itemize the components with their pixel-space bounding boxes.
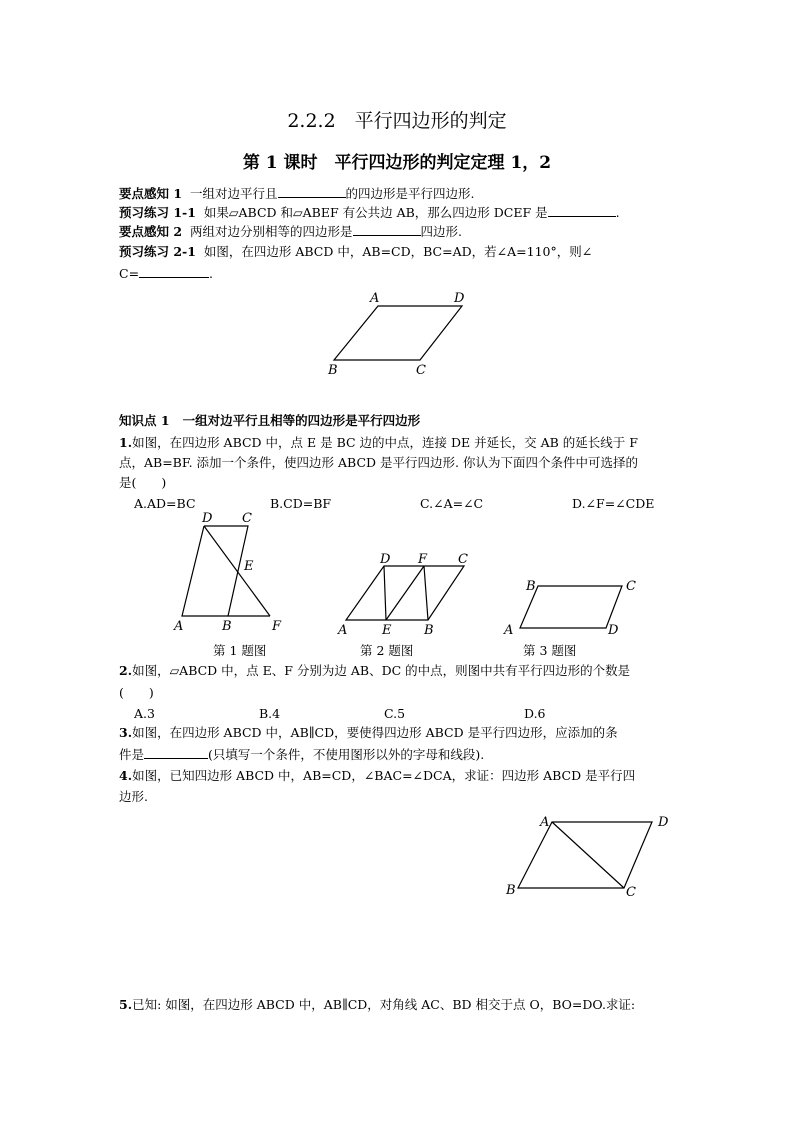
option-b: B.CD=BF <box>270 496 332 511</box>
diagonal-ac <box>552 822 624 888</box>
preview-exercise-1-1 <box>119 203 679 222</box>
label-d: D <box>658 815 669 830</box>
question-text: 点，AB=BF. 添加一个条件，使四边形 ABCD 是平行四边形. 你认为下面四个条件中可选择的 <box>119 455 638 470</box>
knowledge-point-1-text: 一组对边平行且相等的四边形是平行四边形 <box>182 413 421 428</box>
segment-fe <box>386 566 424 620</box>
question-text: 如图，已知四边形 ABCD 中，AB=CD，∠BAC=∠DCA，求证：四边形 ABCD 是平行四 <box>132 768 636 783</box>
knowledge-point-1-label: 知识点 1 <box>119 413 170 428</box>
preview-1-1-label: 预习练习 1-1 <box>119 205 196 220</box>
vertex-label-a: A <box>370 291 380 306</box>
key-point-1-text: 一组对边平行且 <box>190 186 278 201</box>
answer-blank <box>144 745 208 759</box>
label-d: D <box>380 552 391 567</box>
question-1-line3 <box>119 474 679 492</box>
label-a: A <box>540 815 550 830</box>
question-3-line2 <box>119 745 679 764</box>
figure-question-1 <box>170 512 290 636</box>
question-text: (只填写一个条件，不使用图形以外的字母和线段). <box>208 747 485 762</box>
question-number: 4. <box>119 768 133 783</box>
question-4-line1 <box>119 767 679 785</box>
figure-question-2 <box>336 552 476 638</box>
preview-1-1-suffix: . <box>615 205 620 220</box>
question-text: 件是 <box>119 747 145 762</box>
label-a: A <box>174 619 184 634</box>
vertex-label-b: B <box>328 363 338 378</box>
question-text: ( ) <box>119 685 154 700</box>
vertex-label-d: D <box>454 291 465 306</box>
label-c: C <box>458 552 468 567</box>
key-point-2-text: 两组对边分别相等的四边形是 <box>190 224 353 239</box>
preview-2-1-line2: C= <box>119 266 140 281</box>
question-text: 如图，▱ABCD 中，点 E、F 分别为边 AB、DC 的中点，则图中共有平行四边形的个数是 <box>132 663 631 678</box>
lesson-subtitle: 第 1 课时 平行四边形的判定定理 1，2 <box>242 153 552 173</box>
question-text: 是( ) <box>119 475 167 490</box>
label-b: B <box>526 579 536 594</box>
label-c: C <box>242 512 252 526</box>
label-e: E <box>382 623 392 638</box>
label-a: A <box>504 623 514 638</box>
label-c: C <box>626 885 636 900</box>
key-point-1-suffix: 的四边形是平行四边形. <box>345 186 475 201</box>
parallelogram-abcd <box>518 822 652 888</box>
vertex-label-c: C <box>416 363 426 378</box>
figure-question-3 <box>500 574 650 638</box>
label-b: B <box>424 623 434 638</box>
label-d: D <box>202 512 213 526</box>
question-2-line2 <box>119 684 679 702</box>
option-d: D.∠F=∠CDE <box>572 496 655 511</box>
question-number: 5. <box>119 997 133 1012</box>
preview-exercise-2-1-line2 <box>119 264 679 283</box>
key-point-2-suffix: 四边形. <box>420 224 463 239</box>
label-d: D <box>608 623 619 638</box>
preview-1-1-text: 如果▱ABCD 和▱ABEF 有公共边 AB，那么四边形 DCEF 是 <box>203 205 548 220</box>
question-3-line1 <box>119 724 679 742</box>
segment-fb <box>424 566 428 620</box>
key-point-2 <box>119 222 679 241</box>
section-title: 2.2.2 平行四边形的判定 <box>287 110 507 132</box>
knowledge-point-1 <box>119 412 679 430</box>
question-number: 1. <box>119 435 133 450</box>
parallelogram-figure-preview <box>320 288 480 380</box>
question-number: 3. <box>119 725 133 740</box>
key-point-2-label: 要点感知 2 <box>119 224 183 239</box>
figure-3-caption: 第 3 题图 <box>523 643 577 658</box>
label-b: B <box>506 883 516 898</box>
question-text: 边形. <box>119 789 148 804</box>
question-5 <box>119 996 679 1014</box>
quadrilateral-abcd <box>182 526 248 616</box>
question-1-line1 <box>119 434 679 452</box>
answer-blank <box>353 222 421 236</box>
key-point-1-label: 要点感知 1 <box>119 186 183 201</box>
segment-de <box>384 566 386 620</box>
question-2-line1 <box>119 662 679 680</box>
segment-df <box>204 526 270 616</box>
answer-blank <box>278 184 346 198</box>
question-text: 如图，在四边形 ABCD 中，点 E 是 BC 边的中点，连接 DE 并延长，交 AB 的延长线于 F <box>132 435 638 450</box>
option-d: D.6 <box>524 706 546 721</box>
figure-1-caption: 第 1 题图 <box>213 643 267 658</box>
label-b: B <box>222 619 232 634</box>
option-b: B.4 <box>259 706 281 721</box>
figure-2-caption: 第 2 题图 <box>360 643 414 658</box>
label-f: F <box>418 552 428 567</box>
preview-2-1-text: 如图，在四边形 ABCD 中，AB=CD，BC=AD，若∠A=110°，则∠ <box>203 244 593 259</box>
option-c: C.∠A=∠C <box>420 496 484 511</box>
label-e: E <box>244 559 254 574</box>
key-point-1 <box>119 184 679 203</box>
option-a: A.3 <box>134 706 155 721</box>
figure-question-4 <box>500 808 680 900</box>
preview-2-1-label: 预习练习 2-1 <box>119 244 196 259</box>
preview-exercise-2-1 <box>119 243 679 261</box>
question-number: 2. <box>119 663 133 678</box>
answer-blank <box>139 264 209 278</box>
preview-2-1-suffix: . <box>209 266 214 281</box>
option-a: A.AD=BC <box>134 496 196 511</box>
question-text: 如图，在四边形 ABCD 中，AB∥CD，要使得四边形 ABCD 是平行四边形，应添加的条 <box>132 725 618 740</box>
label-a: A <box>338 623 348 638</box>
label-f: F <box>272 619 282 634</box>
parallelogram-shape <box>334 306 462 360</box>
label-c: C <box>626 579 636 594</box>
question-1-line2 <box>119 454 679 472</box>
answer-blank <box>548 203 616 217</box>
question-text: 已知: 如图，在四边形 ABCD 中，AB∥CD，对角线 AC、BD 相交于点 O，BO=DO.求证: <box>132 997 636 1012</box>
option-c: C.5 <box>384 706 406 721</box>
question-4-line2 <box>119 788 679 806</box>
